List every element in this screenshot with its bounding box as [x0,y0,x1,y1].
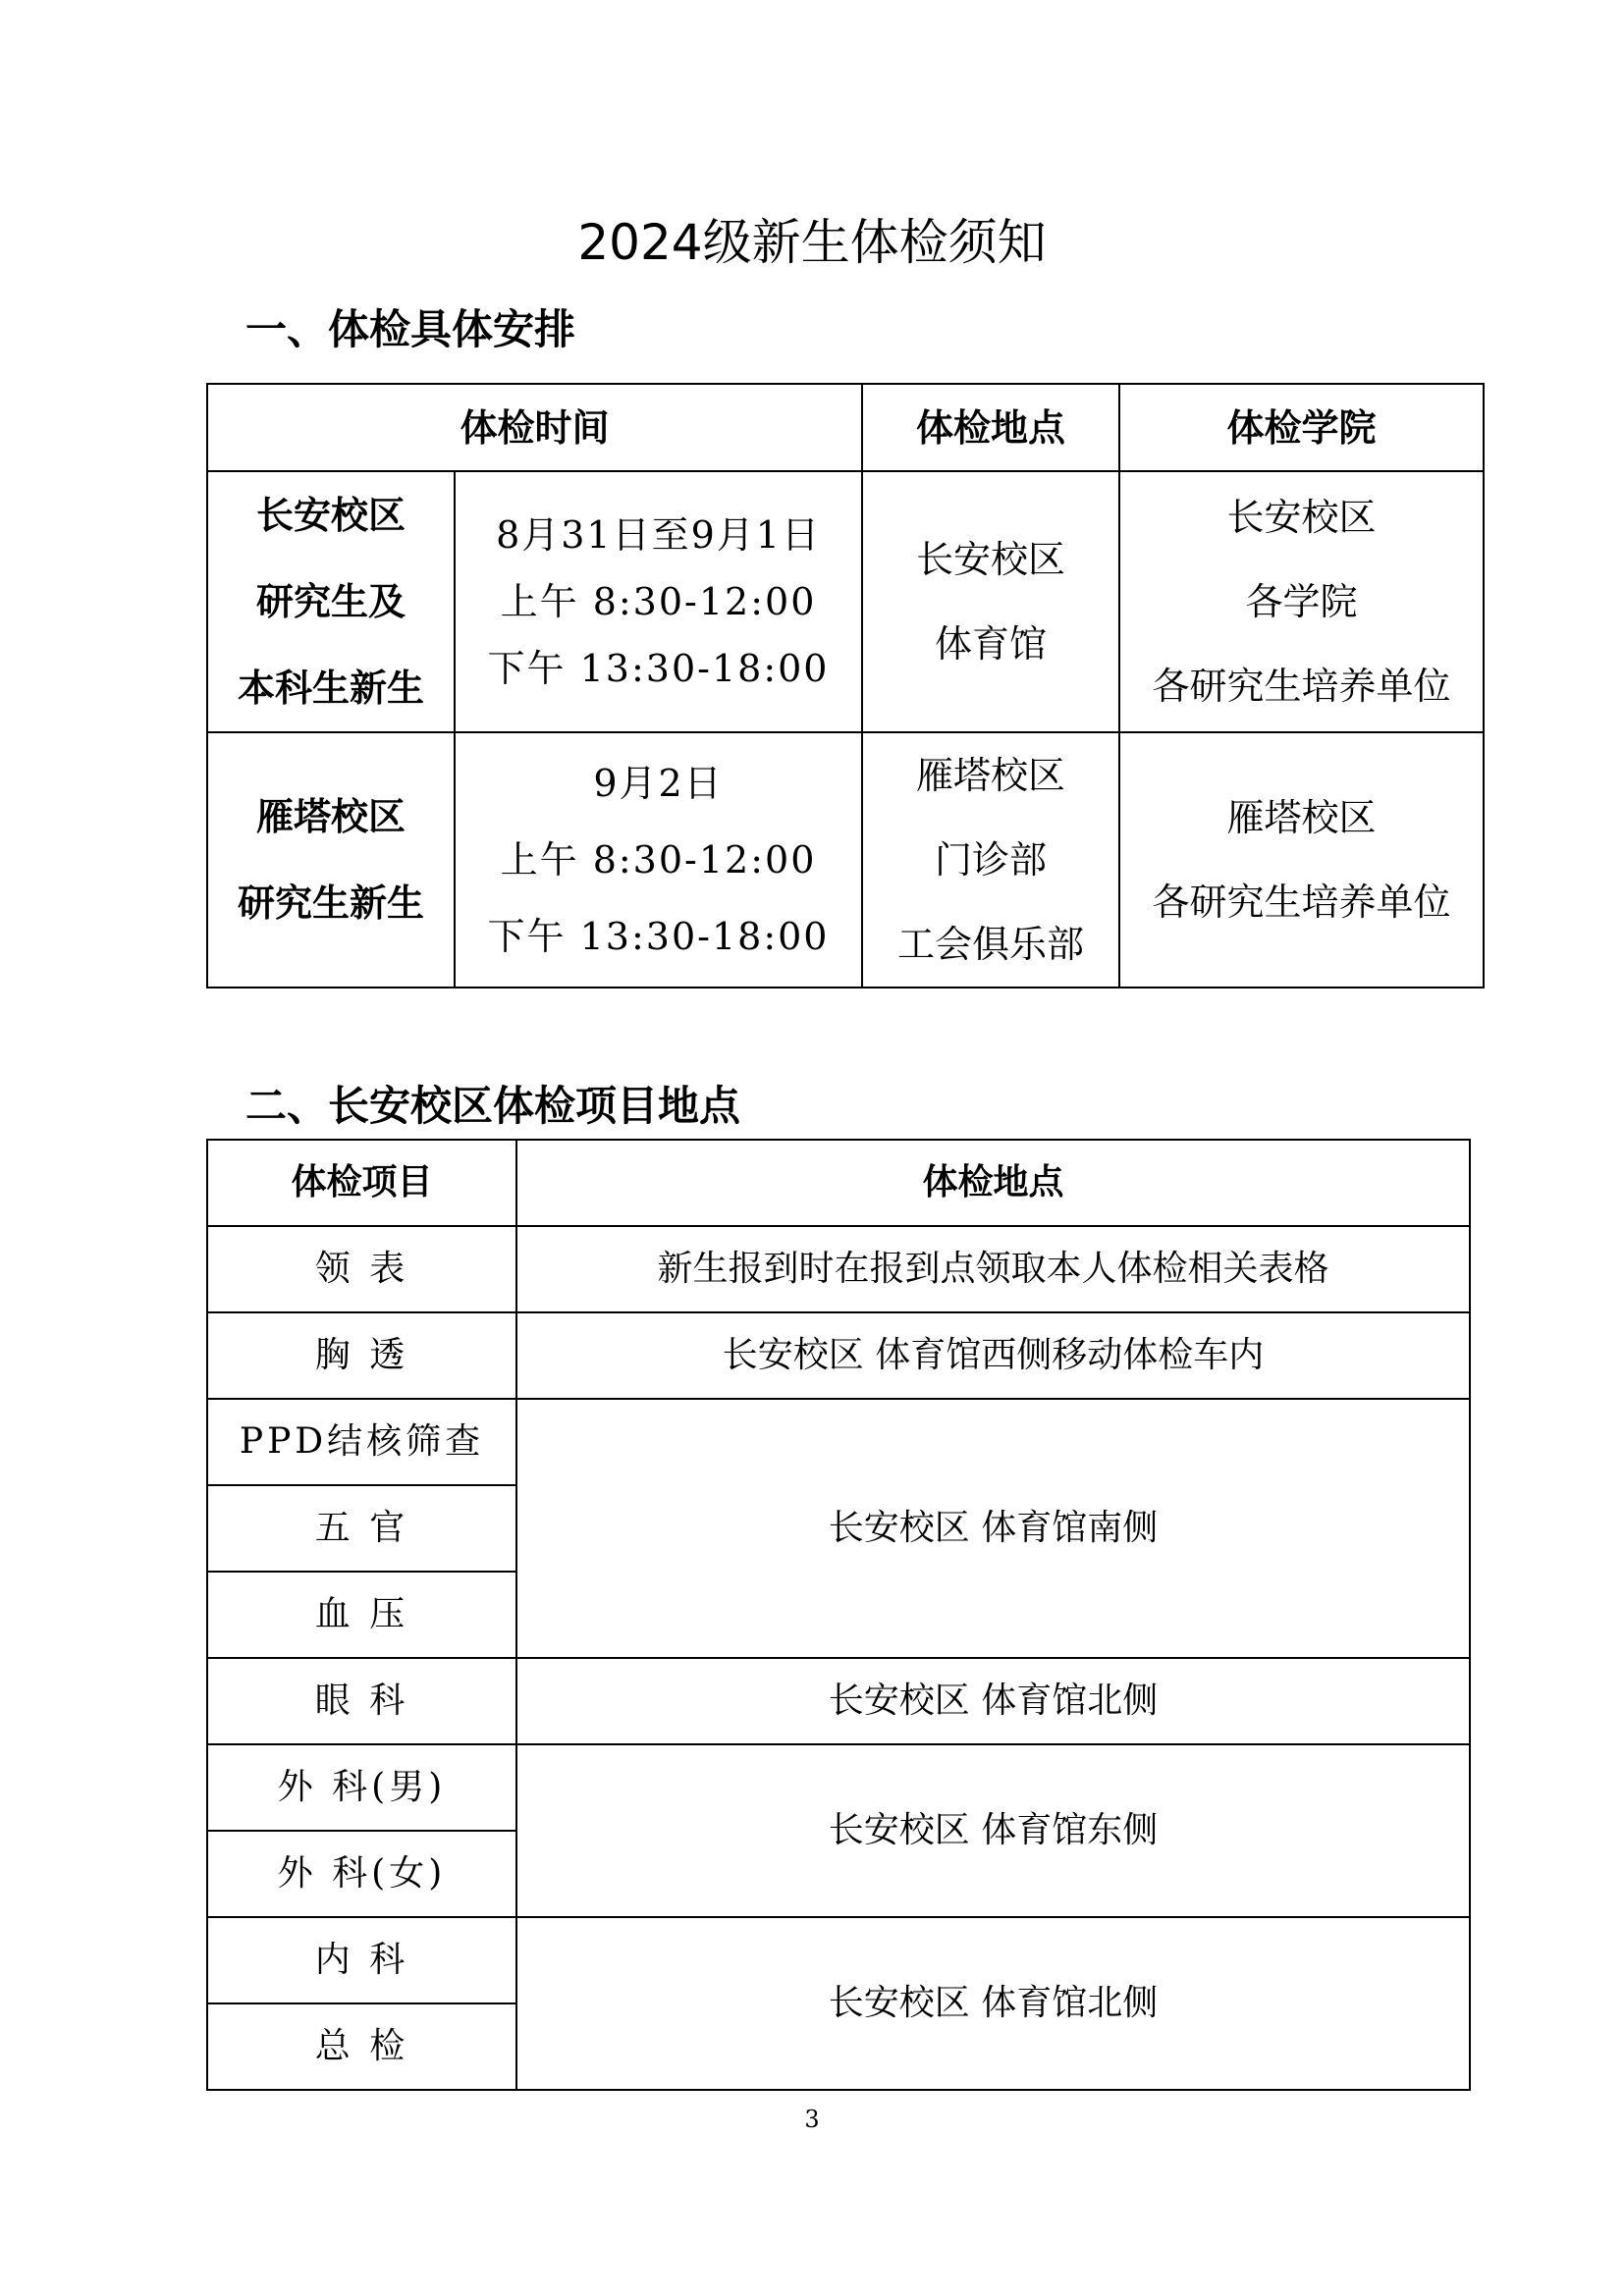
item-cell: 眼 科 [207,1658,516,1744]
schedule-row-yanta [207,732,1484,988]
page-number: 3 [804,2106,820,2133]
campus-line: 研究生及 [255,580,406,623]
item-cell: 外 科(女) [207,1831,516,1917]
header-location: 体检地点 [862,384,1119,471]
item-cell: PPD结核筛查 [207,1399,516,1485]
college-cell [1119,471,1484,732]
college-line: 雁塔校区 [1226,796,1377,839]
place-cell: 长安校区 体育馆东侧 [516,1744,1470,1917]
time-morning: 上午 8:30-12:00 [500,838,817,881]
table-row [207,1312,1470,1399]
header-item: 体检项目 [207,1140,516,1226]
table-row [207,1399,1470,1485]
time-date: 8月31日至9月1日 [496,513,821,557]
page-title: 2024级新生体检须知 [577,214,1047,271]
item-cell: 内 科 [207,1917,516,2003]
header-place: 体检地点 [516,1140,1470,1226]
college-line: 长安校区 [1226,496,1377,539]
college-cell [1119,732,1484,988]
college-line: 各研究生培养单位 [1152,665,1451,708]
place-cell: 新生报到时在报到点领取本人体检相关表格 [516,1226,1470,1312]
time-cell [455,471,862,732]
place-cell: 长安校区 体育馆北侧 [516,1658,1470,1744]
location-line: 门诊部 [935,838,1048,881]
items-header-row [207,1140,1470,1226]
campus-line: 雁塔校区 [255,795,406,838]
item-cell: 外 科(男) [207,1744,516,1831]
schedule-header-row [207,384,1484,471]
place-cell: 长安校区 体育馆南侧 [516,1399,1470,1658]
table-row [207,1658,1470,1744]
table-row [207,1744,1470,1831]
time-afternoon: 下午 13:30-18:00 [487,915,830,958]
time-morning: 上午 8:30-12:00 [500,580,817,623]
table-row [207,1917,1470,2003]
location-line: 长安校区 [916,538,1066,581]
college-line: 各学院 [1245,580,1358,623]
exam-items-table [206,1139,1471,2091]
place-cell: 长安校区 体育馆西侧移动体检车内 [516,1312,1470,1399]
location-cell [862,471,1119,732]
time-afternoon: 下午 13:30-18:00 [487,647,830,690]
location-line: 工会俱乐部 [897,923,1085,966]
header-college: 体检学院 [1119,384,1484,471]
campus-cell [207,732,455,988]
time-cell [455,732,862,988]
section2-heading: 二、长安校区体检项目地点 [245,1082,741,1130]
header-time: 体检时间 [207,384,862,471]
item-cell: 领 表 [207,1226,516,1312]
schedule-table [206,383,1485,988]
campus-line: 研究生新生 [237,881,424,925]
campus-line: 长安校区 [255,494,406,537]
item-cell: 五 官 [207,1485,516,1572]
place-cell: 长安校区 体育馆北侧 [516,1917,1470,2090]
table-row [207,1226,1470,1312]
campus-line: 本科生新生 [237,667,424,710]
college-line: 各研究生培养单位 [1152,881,1451,924]
location-line: 体育馆 [935,622,1048,666]
item-cell: 胸 透 [207,1312,516,1399]
item-cell: 血 压 [207,1572,516,1658]
location-line: 雁塔校区 [916,754,1066,797]
item-cell: 总 检 [207,2003,516,2090]
location-cell [862,732,1119,988]
campus-cell [207,471,455,732]
section1-heading: 一、体检具体安排 [245,305,576,353]
time-date: 9月2日 [593,762,724,805]
schedule-row-changan [207,471,1484,732]
